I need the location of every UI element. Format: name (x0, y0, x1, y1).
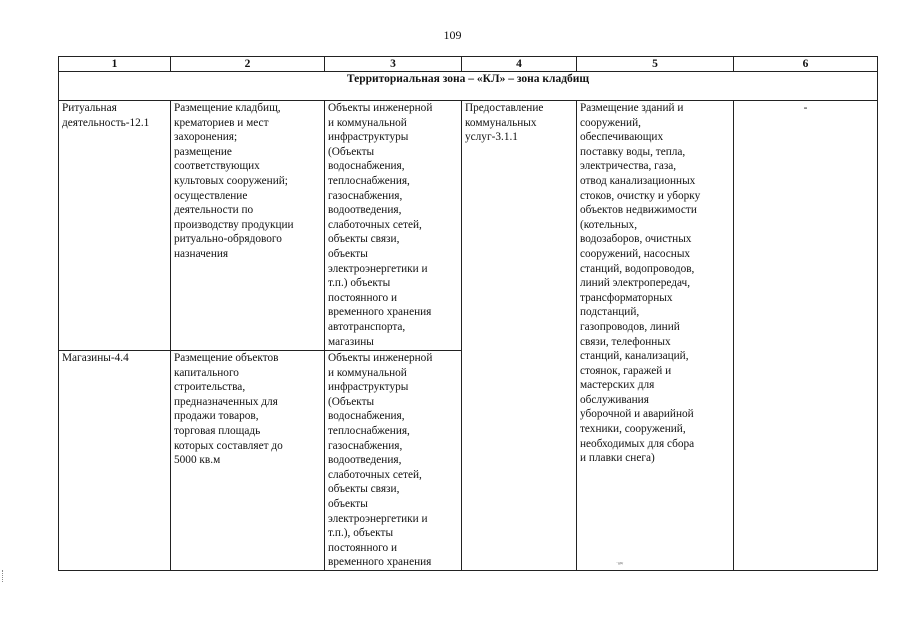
column-header-3: 3 (325, 57, 462, 72)
column-header-2: 2 (171, 57, 325, 72)
use-description-cell: Размещение кладбищ, крематориев и мест захоронения; размещение соответствующих культовых сооружений; осуществление деятельности по производству продукции ритуально-обрядового назначения (171, 101, 325, 351)
column-header-4: 4 (462, 57, 577, 72)
page-number: 109 (443, 28, 462, 42)
zone-title: Территориальная зона – «КЛ» – зона кладбищ (59, 72, 878, 101)
auxiliary-use-cell: Объекты инженерной и коммунальной инфраструктуры (Объекты водоснабжения, теплоснабжения, газоснабжения, водоотведения, слаботочных сетей, объекты связи, объекты электроэнергетики и т.п.), объекты постоянного и временного хранения (325, 351, 462, 571)
column-header-6: 6 (734, 57, 878, 72)
scan-mark: ˙ⁿᵂ (616, 562, 624, 568)
use-description-cell: Размещение объектов капитального строительства, предназначенных для продажи товаров, торговая площадь которых составляет до 5000 кв.м (171, 351, 325, 571)
header-row (59, 57, 878, 72)
zoning-table (58, 56, 878, 571)
scan-edge-mark (2, 570, 6, 582)
zone-title-row (59, 72, 878, 101)
limits-cell: - (734, 101, 878, 571)
table-row (59, 101, 878, 351)
auxiliary-use-cell: Объекты инженерной и коммунальной инфраструктуры (Объекты водоснабжения, теплоснабжения, газоснабжения, водоотведения, слаботочных сетей, объекты связи, объекты электроэнергетики и т.п.) объекты постоянного и временного хранения автотранспорта, магазины (325, 101, 462, 351)
use-type-cell: Магазины-4.4 (59, 351, 171, 571)
conditional-description-cell: Размещение зданий и сооружений, обеспечивающих поставку воды, тепла, электричества, газа, отвод канализационных стоков, очистку и уборку объектов недвижимости (котельных, водозаборов, очистных сооружений, насосных станций, водопроводов, линий электропередач, трансформаторных подстанций, газопроводов, линий связи, телефонных станций, канализаций, стоянок, гаражей и мастерских для обслуживания уборочной и аварийной техники, сооружений, необходимых для сбора и плавки снега) (577, 101, 734, 571)
column-header-5: 5 (577, 57, 734, 72)
conditional-use-cell: Предоставление коммунальных услуг-3.1.1 (462, 101, 577, 571)
use-type-cell: Ритуальная деятельность-12.1 (59, 101, 171, 351)
column-header-1: 1 (59, 57, 171, 72)
